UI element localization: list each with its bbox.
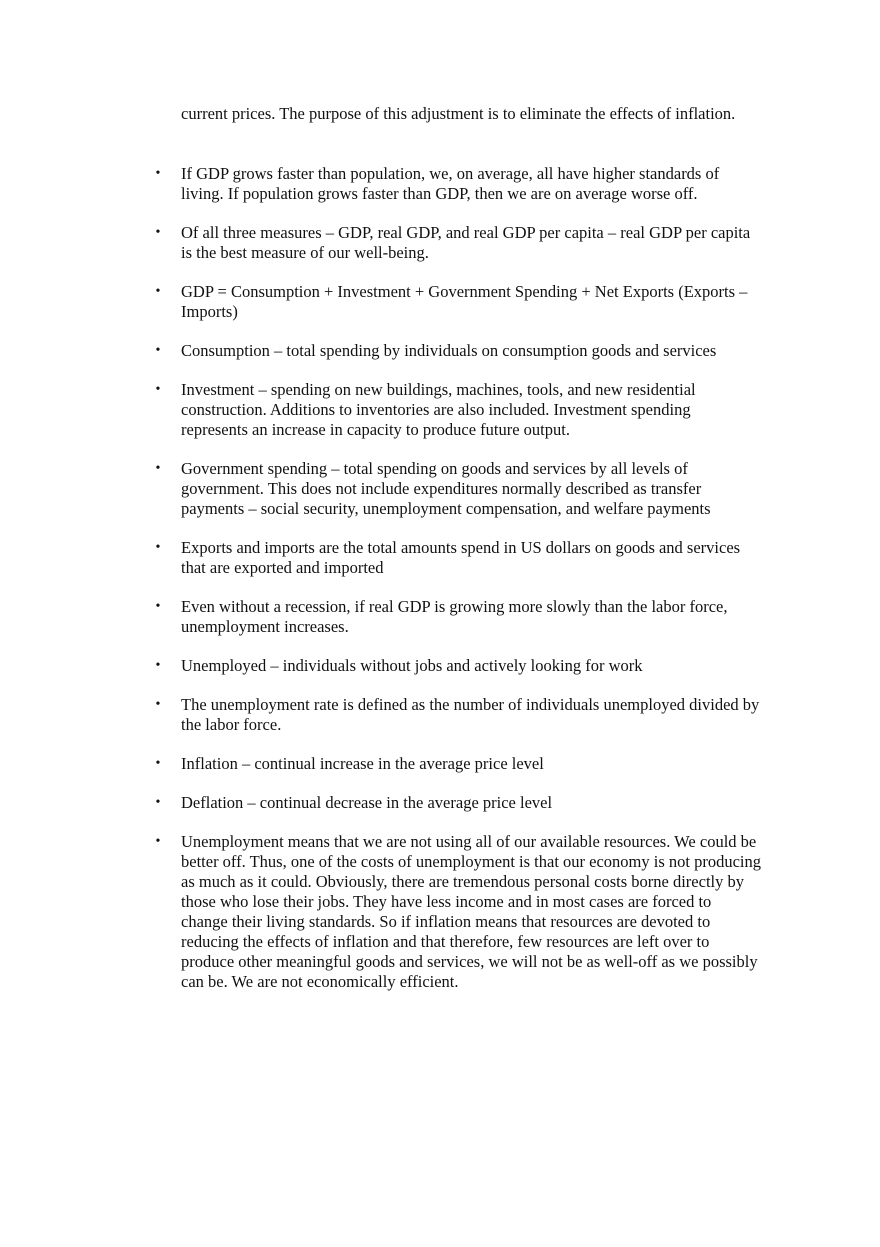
bullet-item bbox=[0, 754, 880, 774]
bullet-text: GDP = Consumption + Investment + Government Spending + Net Exports (Exports – Imports) bbox=[181, 282, 748, 321]
bullet-item bbox=[0, 695, 880, 735]
bullet-text: Even without a recession, if real GDP is growing more slowly than the labor force, unemployment increases. bbox=[181, 597, 728, 636]
bullet-icon: • bbox=[155, 382, 161, 397]
bullet-icon: • bbox=[155, 697, 161, 712]
bullet-text: If GDP grows faster than population, we, on average, all have higher standards of living. If population grows faster than GDP, then we are on average worse off. bbox=[181, 164, 720, 203]
bullet-text: Deflation – continual decrease in the average price level bbox=[181, 793, 553, 812]
bullet-text: Of all three measures – GDP, real GDP, and real GDP per capita – real GDP per capita is the best measure of our well-being. bbox=[181, 223, 751, 262]
bullet-icon: • bbox=[155, 343, 161, 358]
bullet-text: The unemployment rate is defined as the number of individuals unemployed divided by the labor force. bbox=[181, 695, 760, 734]
bullet-text: Consumption – total spending by individuals on consumption goods and services bbox=[181, 341, 717, 360]
continuation-paragraph: current prices. The purpose of this adjustment is to eliminate the effects of inflation. bbox=[181, 104, 736, 123]
bullet-item bbox=[0, 538, 880, 578]
bullet-icon: • bbox=[155, 658, 161, 673]
bullet-item bbox=[0, 597, 880, 637]
bullet-icon: • bbox=[155, 284, 161, 299]
bullet-item bbox=[0, 832, 880, 992]
bullet-icon: • bbox=[155, 599, 161, 614]
bullet-item bbox=[0, 341, 880, 361]
bullet-icon: • bbox=[155, 166, 161, 181]
bullet-icon: • bbox=[155, 540, 161, 555]
bullet-item bbox=[0, 793, 880, 813]
bullet-text: Inflation – continual increase in the average price level bbox=[181, 754, 544, 773]
bullet-text: Unemployed – individuals without jobs and actively looking for work bbox=[181, 656, 643, 675]
bullet-text: Unemployment means that we are not using all of our available resources. We could be better off. Thus, one of the costs of unemployment is that our economy is not producing as much as it could. Obviously, there are tremendous personal costs borne directly by those who lose their jobs. They have less income and in most cases are forced to change their living standards. So if inflation means that resources are devoted to reducing the effects of inflation and that therefore, few resources are left over to produce other meaningful goods and services, we will not be as well-off as we possibly can be. We are not economically efficient. bbox=[181, 832, 761, 991]
bullet-text: Government spending – total spending on goods and services by all levels of government. This does not include expenditures normally described as transfer payments – social security, unemployment compensation, and welfare payments bbox=[181, 459, 711, 518]
bullet-item bbox=[0, 656, 880, 676]
bullet-list bbox=[0, 164, 880, 1011]
bullet-item bbox=[0, 223, 880, 263]
bullet-item bbox=[0, 380, 880, 440]
bullet-icon: • bbox=[155, 225, 161, 240]
bullet-icon: • bbox=[155, 834, 161, 849]
bullet-item bbox=[0, 164, 880, 204]
bullet-item bbox=[0, 459, 880, 519]
bullet-text: Investment – spending on new buildings, machines, tools, and new residential construction. Additions to inventories are also included. Investment spending represents an increase in capacity to produce future output. bbox=[181, 380, 696, 439]
bullet-icon: • bbox=[155, 461, 161, 476]
bullet-text: Exports and imports are the total amounts spend in US dollars on goods and services that are exported and imported bbox=[181, 538, 741, 577]
bullet-item bbox=[0, 282, 880, 322]
bullet-icon: • bbox=[155, 756, 161, 771]
bullet-icon: • bbox=[155, 795, 161, 810]
